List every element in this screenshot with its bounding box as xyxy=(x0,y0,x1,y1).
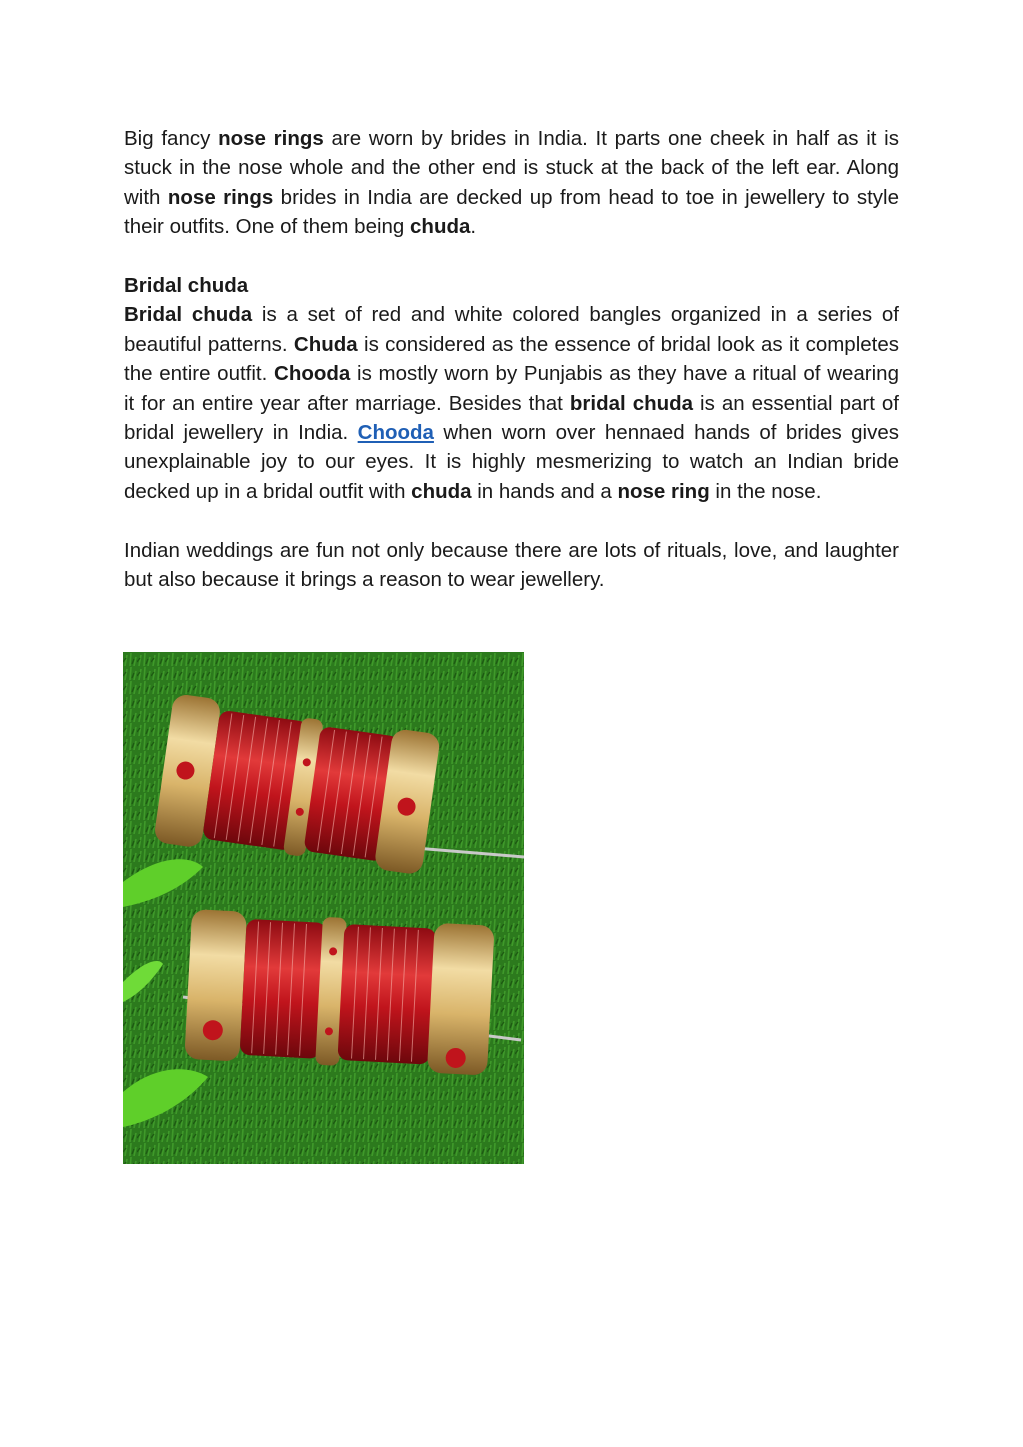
intro-paragraph xyxy=(124,124,899,242)
text-span: in the nose. xyxy=(709,479,822,503)
bold-term: Bridal chuda xyxy=(124,303,253,327)
paragraph-gap xyxy=(124,242,899,271)
bottom-bangle-set xyxy=(184,909,494,1076)
bold-term: chuda xyxy=(410,215,471,239)
bold-term: Chuda xyxy=(293,332,358,356)
paragraph-gap xyxy=(124,506,899,535)
text-span: in hands and a xyxy=(471,479,618,503)
bold-term: bridal chuda xyxy=(569,391,694,415)
bold-term: chuda xyxy=(411,479,472,503)
chooda-link[interactable]: Chooda xyxy=(357,421,434,445)
text-span: is considered as the essence of bridal look as it completes the entire outfit. xyxy=(124,332,899,386)
text-span: is an essential part of bridal jewellery in India. xyxy=(124,391,899,445)
section-heading: Bridal chuda xyxy=(124,274,249,298)
text-span: are worn by brides in India. It parts one cheek in half as it is stuck in the nose whole and the other end is stuck at the back of the left ear. Along with xyxy=(124,127,899,209)
bold-term: Chooda xyxy=(274,362,351,386)
bold-term: nose rings xyxy=(167,185,274,209)
text-span: is a set of red and white colored bangles organized in a series of beautiful patterns. xyxy=(124,303,899,356)
bold-term: nose rings xyxy=(218,127,324,150)
weddings-paragraph: Indian weddings are fun not only because there are lots of rituals, love, and laughter but also because it brings a reason to wear jewellery. xyxy=(124,538,899,592)
document-page xyxy=(124,124,899,594)
bold-term: nose ring xyxy=(617,479,710,503)
chuda-bangles-photo xyxy=(123,652,524,1164)
text-span: is mostly worn by Punjabis as they have a ritual of wearing it for an entire year after marriage. Besides that xyxy=(124,362,899,415)
text-span: Big fancy xyxy=(124,127,219,150)
chuda-paragraph xyxy=(124,300,899,506)
text-span: brides in India are decked up from head to toe in jewellery to style their outfits. One of them being xyxy=(124,185,899,239)
text-span: when worn over hennaed hands of brides gives unexplainable joy to our eyes. It is highly mesmerizing to watch an Indian bride decked up in a bridal outfit with xyxy=(124,421,899,503)
text-span: . xyxy=(470,215,477,239)
